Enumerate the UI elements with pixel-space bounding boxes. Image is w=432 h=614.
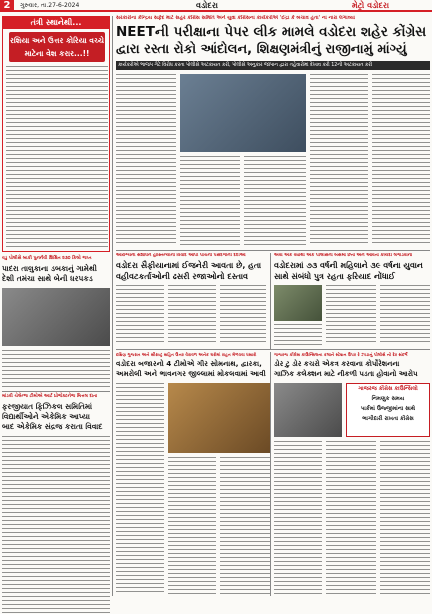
- left-story-3-title-3: બાદ એકેમિક સંદ્રજ કરાતા વિવાદ: [2, 422, 103, 431]
- tantri-body: [6, 66, 108, 250]
- gauraj-side-head-2: નિમણુક સમય: [371, 396, 405, 402]
- mid-title-1: વડોદરા સૈફીયાનામાં ઈજનેરી આવતા છે, હતા: [116, 261, 262, 270]
- left-story-3-title-2: વિદ્યાર્થીઓને એકેમિક આપ્યા: [2, 412, 90, 421]
- mid-body-col-3: [220, 285, 266, 345]
- right-title-2: સાથે સંબંધો પુત્ર રહતા ફરિયાદ નોંધાઈ: [274, 272, 395, 281]
- wb-title-2: અમરોલી અને ભાવનગર જીલ્લામાં મોકલવામાં આવી: [116, 369, 266, 378]
- mid-title-2: વહીવટકર્તાઓની ઢસરી રજાઓનો દસ્તાવ: [116, 272, 249, 281]
- gauraj-title-2: ગાઝિક કલેક્શન માટે નીકળી પડતા હોવાનો આરોપ: [274, 370, 418, 378]
- lead-bottom-rule: [116, 250, 430, 251]
- gauraj-side-head-4: ભાગીદારી રાખતા કોંગ્રેસ: [362, 416, 414, 422]
- right-body-col-2: [326, 285, 376, 345]
- tantri-box: [2, 16, 110, 252]
- lead-body-col-2: [180, 156, 240, 246]
- tantri-headline: [9, 32, 105, 62]
- left-story-3-title-1: ફરજીયાત ફિઝિકલ સમિતિમાં: [2, 402, 93, 411]
- wb-photo: [168, 383, 270, 453]
- gauraj-body-col-3: [380, 441, 430, 595]
- left-divider: [2, 391, 110, 392]
- masthead-city-right: મેટ્રો વડોદરા: [352, 1, 390, 10]
- gauraj-side-head-1: ગાજરજ કોંગ્રેસ કાઉન્સિલો: [358, 386, 418, 392]
- mid-bottom-rule: [116, 349, 430, 350]
- left-story-2-title-2: દેશી તમંચા સાથે બેની ધરપકડ: [2, 274, 93, 283]
- left-story-2-body: [2, 350, 110, 388]
- left-story-3-body: [2, 436, 110, 614]
- wb-title-1: વડોદરા બજારનો 4 ટીમોએ ગીર સોમનાથ, દ્વારકા,: [116, 359, 262, 368]
- tantri-title: તંત્રી સ્થાનેથી...: [3, 17, 109, 29]
- wb-body-col-2: [168, 457, 216, 595]
- lead-headline-line-1: NEETની પરીક્ષાના પેપર લીક મામલે વડોદરા શહેર કોંગ્રેસ: [116, 24, 427, 40]
- lead-body-col-1: [116, 74, 176, 246]
- right-story-photo: [274, 285, 322, 321]
- left-story-2-kicker: વડુ પોલીસે બાકી પુનર્નવી શિક્ષિત ૨૩૦ કિલો જપ્ત: [2, 256, 92, 261]
- right-body-col-1: [274, 324, 322, 346]
- gauraj-title-1: ડોર ટુ ડોર કચરો એકત્ર કરવાના કોર્પોરેશનના: [274, 360, 400, 368]
- gauraj-photo: [274, 383, 342, 437]
- mid-body-col-1: [116, 285, 164, 345]
- lead-photo: [180, 74, 306, 152]
- page-number: 2: [0, 0, 14, 12]
- gauraj-body-col-1: [274, 441, 322, 595]
- wb-gauraj-divider: [270, 352, 271, 596]
- lead-body-col-5: [372, 74, 430, 246]
- left-story-2-photo: [2, 288, 110, 346]
- right-kicker: એવા એક વર્ષોથી એક પોલીસના બેસમાં છતા અને આવતા કાયદા લગાડવાના: [274, 253, 413, 258]
- wb-kicker: દક્ષિણ ગુજરાત અને સૌરાષ્ટ્ર સહિત ઉત્તર વેરાવળ અનેક ઘરોમાં રાહત મેળવવા ધસારો: [116, 352, 257, 357]
- wb-body-col-3: [220, 457, 270, 595]
- mid-right-divider: [270, 253, 271, 349]
- tantri-headline-text: રશિયા અને ઉત્તર કોરિયા વચ્ચે માટેના વેશ કરાર...!!: [10, 36, 104, 58]
- gauraj-body-col-2: [326, 441, 376, 595]
- masthead-date: ગુરુવાર, તા.27-6-2024: [20, 2, 80, 9]
- lead-headline-line-2: દ્વારા રસ્તા રોકો આંદોલન, શિક્ષણમંત્રીનું રાજીનામું માંગ્યું: [116, 42, 407, 57]
- lead-subline: કાર્યકરોએ ભાજપ ગેટે વિરોધ કરતા પોલીસે અટકાયત કરી, પોલીસે અનુકાર જાપાન દ્વારા તહેવારોમાં દેખાવ કરી 12ની અટકાયત કરી: [116, 61, 430, 70]
- masthead-city-center: વડોદરા: [196, 1, 218, 10]
- left-story-3-kicker: માંડવી ચેલેન્જ ટીમોએ આર્ટ પ્રોજેક્ટનેજ મિત્તલ દાતા: [2, 394, 98, 399]
- lead-kicker: સરકારોના કેન્દ્રિય સફેદ માટે સહર કોંગ્રેસ સમિતિ અને યુવા કોંગ્રેસના કાર્યકરોએ 'ઈદ્રા કે બચાવ હતા' ના નારા લગાવ્યા: [116, 15, 355, 21]
- left-story-2-title-1: પાદરા તાલુકાના ડબકાનું ગામેથી: [2, 264, 97, 273]
- mid-kicker: આરોગ્યના સંશોધન હાસ્તિન્યોના વિવાદ આપી પાંચની પસંદગીની દર્દીઓ: [116, 253, 246, 258]
- left-column-divider: [112, 16, 113, 596]
- lead-body-col-3: [244, 156, 306, 246]
- masthead: [0, 0, 432, 12]
- right-body-col-3: [380, 285, 430, 345]
- right-title-1: વડોદરામાં ૭૩ વર્ષની મહિલાને ૩૯ વર્ષના યુવાન: [274, 261, 423, 270]
- wb-body-col-1: [116, 383, 164, 595]
- gauraj-kicker: ગાજરજ કોંગ્રેસ કાઉન્સિલના કલાને સ્ટેશન ઉપર રે ઝાડાનું પોલીસે નો દેર સંદર્ભે: [274, 352, 408, 357]
- mid-body-col-2: [168, 285, 216, 345]
- gauraj-side-head-3: પાર્કમાં ઉજ્જીમાંના સાથે: [360, 406, 416, 412]
- lead-body-col-4: [310, 74, 368, 246]
- left-column: [2, 16, 112, 600]
- gauraj-side-box: [346, 383, 430, 437]
